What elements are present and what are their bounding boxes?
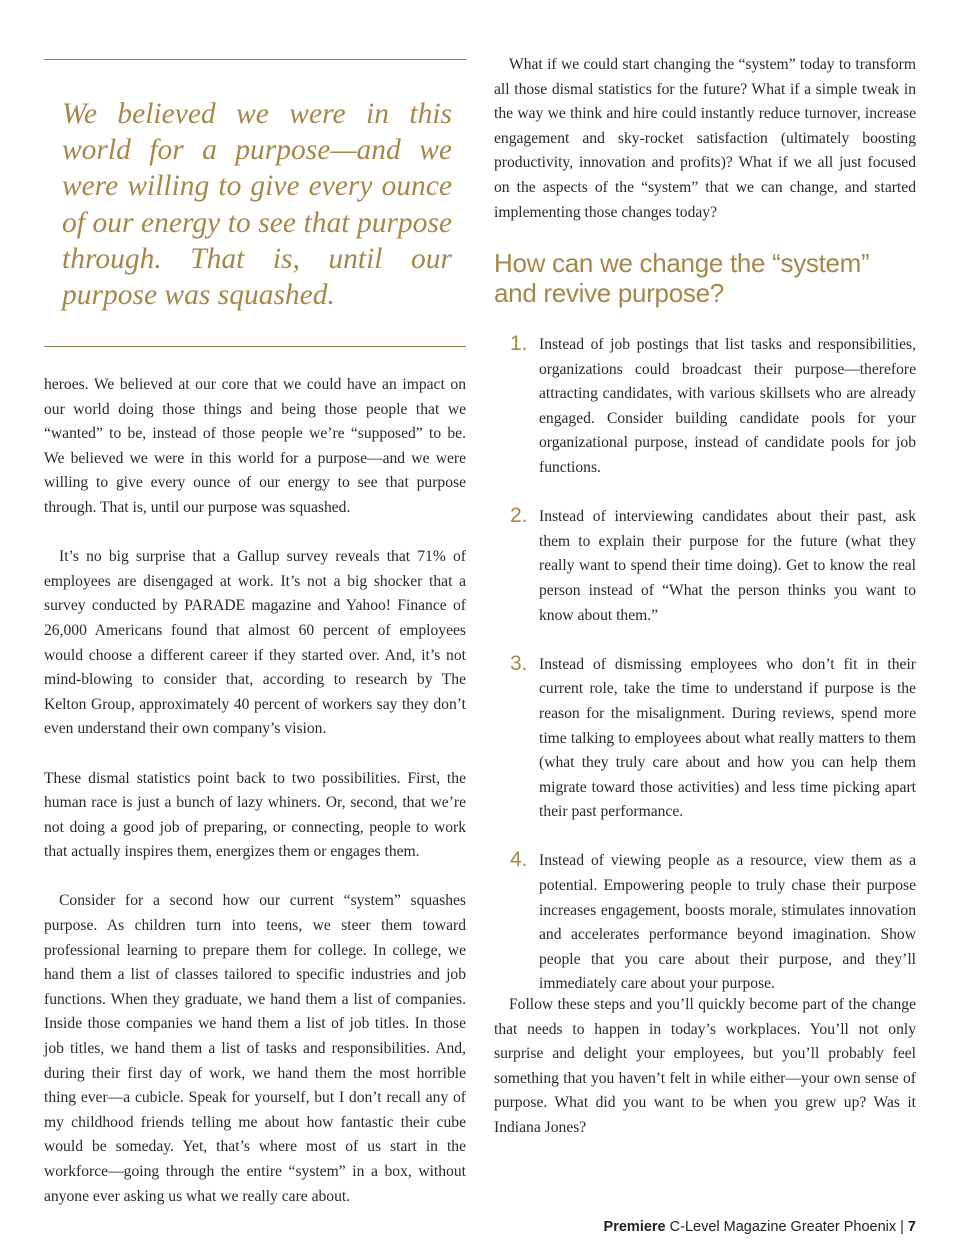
list-item: [494, 333, 916, 481]
step-number: 4.: [510, 848, 528, 872]
steps-list: [494, 333, 916, 1022]
section-heading: How can we change the “system” and revive purpose?: [494, 248, 870, 308]
footer-separator: |: [900, 1219, 904, 1235]
step-text: Instead of job postings that list tasks and responsibilities, organizations could broadcast their purpose—therefore attracting candidates, with various skillsets who are already engaged. Consider building candidate pools for your organizational purpose, instead of candidate pools for job functions.: [539, 336, 916, 476]
paragraph: It’s no big surprise that a Gallup survey reveals that 71% of employees are disengaged at work. It’s not a big shocker that a survey conducted by PARADE magazine and Yahoo! Finance of 26,000 Americans found that almost 60 percent of employees would choose a different career if they started over. And, it’s not mind-blowing to consider that, according to research by The Kelton Group, approximately 40 percent of workers say they don’t even understand their own company’s vision.: [44, 548, 466, 738]
step-number: 3.: [510, 651, 528, 675]
left-body-text: [44, 373, 466, 1209]
intro-paragraph: What if we could start changing the “system” today to transform all those dismal statistics for the future? What if a simple tweak in the way we think and hire could instantly reduce turnover, increase engagement and sky-rocket satisfaction (ultimately boosting productivity, innovation and profits)? What if we all just focused on the aspects of the “system” that we can change, and started implementing those changes today?: [494, 56, 916, 221]
closing-paragraph: Follow these steps and you’ll quickly become part of the change that needs to happen in today’s workplaces. You’ll not only surprise and delight your employees, but you’ll probably feel something that you haven’t felt in while either—your own sense of purpose. What did you want to be when you grew up? Was it Indiana Jones?: [494, 996, 916, 1136]
paragraph: Consider for a second how our current “system” squashes purpose. As children turn into teens, we steer them toward professional learning to prepare them for college. In college, we hand them a list of classes tailored to specific industries and job functions. When they graduate, we hand them a list of companies. Inside those companies we hand them a list of job titles. In those job titles, we hand them a list of tasks and responsibilities. And, during their first day of work, we hand them the most horrible thing ever—a cubicle. Speak for yourself, but I don’t recall any of my childhood friends telling me about how fantastic their cube would be someday. Yet, that’s where most of us start in the workforce—going through the entire “system” in a box, without anyone ever asking us what we really care about.: [44, 892, 466, 1205]
page-footer: [604, 1219, 916, 1235]
step-text: Instead of dismissing employees who don’t fit in their current role, take the time to understand if purpose is the reason for the misalignment. During reviews, spend more time talking to employees about what really matters to them (what they truly care about and how you can help them migrate toward those activities) and less time picking apart their past performance.: [539, 655, 916, 821]
page-number: 7: [907, 1219, 916, 1235]
footer-publication: C-Level Magazine Greater Phoenix: [669, 1219, 897, 1235]
pull-quote: We believed we were in this world for a purpose—and we were willing to give every ounce of our energy to see that purpose through. That is, until our purpose was squashed.: [62, 98, 452, 312]
step-text: Instead of interviewing candidates about their past, ask them to explain their purpose for the future (what they really want to spend their time doing). Get to know the real person instead of “What the person thinks you want to know about them.”: [539, 508, 916, 624]
paragraph: These dismal statistics point back to two possibilities. First, the human race is just a bunch of lazy whiners. Or, second, that we’re not doing a good job of preparing, or connecting, people to work that actually inspires them, energizes them or engages them.: [44, 769, 466, 861]
list-item: [494, 653, 916, 825]
step-number: 1.: [510, 332, 528, 355]
paragraph: heroes. We believed at our core that we could have an impact on our world doing those things and being those people that we “wanted” to be, instead of those people we’re “supposed” to be. We believed we were in this world for a purpose—and we were willing to give every ounce of our energy to see that purpose through. That is, until our purpose was squashed.: [44, 376, 466, 516]
step-text: Instead of viewing people as a resource, view them as a potential. Empowering people to truly chase their purpose increases engagement, boosts morale, stimulates innovation and accelerates performance beyond imagination. Show people that you care about their purpose, and they’ll immediately care about your purpose.: [539, 852, 916, 993]
step-number: 2.: [510, 504, 528, 528]
pull-quote-bottom-rule: [44, 346, 466, 347]
list-item: [494, 505, 916, 628]
footer-brand: Premiere: [603, 1219, 666, 1235]
list-item: [494, 849, 916, 997]
pull-quote-top-rule: [44, 59, 466, 60]
